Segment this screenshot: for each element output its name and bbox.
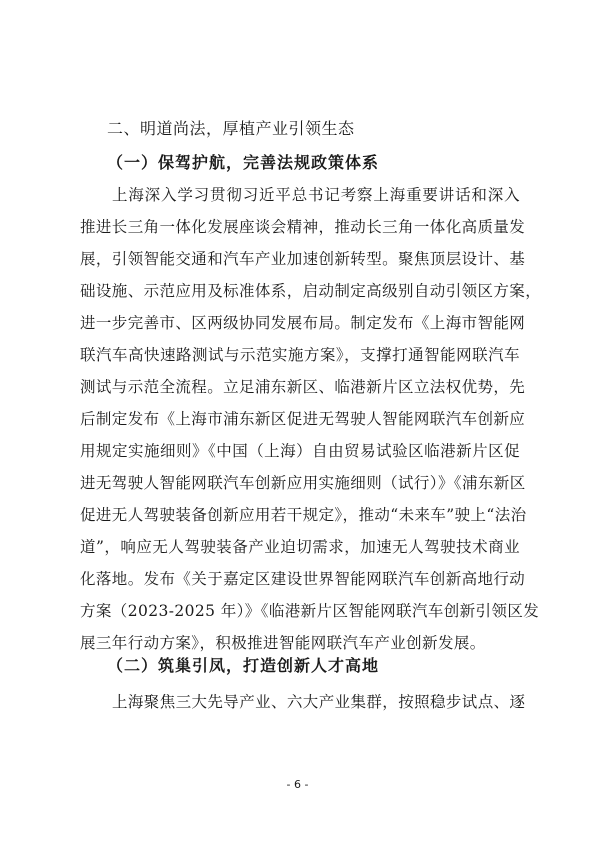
page-number: - 6 - bbox=[286, 778, 309, 791]
paragraph-line: 联汽车高快速路测试与示范实施方案》，支撑打通智能网联汽车 bbox=[80, 346, 520, 364]
section-heading: 二、明道尚法，厚植产业引领生态 bbox=[107, 119, 355, 138]
paragraph-line: 化落地。发布《关于嘉定区建设世界智能网联汽车创新高地行动 bbox=[80, 570, 526, 588]
paragraph-line: 上海深入学习贯彻习近平总书记考察上海重要讲话和深入 bbox=[112, 186, 520, 204]
paragraph-line: 道”，响应无人驾驶装备产业迫切需求，加速无人驾驶技术商业 bbox=[80, 538, 520, 556]
paragraph-line: 测试与示范全流程。立足浦东新区、临港新片区立法权优势，先 bbox=[80, 378, 526, 396]
paragraph-line: 促进无人驾驶装备创新应用若干规定》，推动“未来车”驶上“法治 bbox=[80, 506, 527, 524]
paragraph-line: 进无驾驶人智能网联汽车创新应用实施细则（试行）》《浦东新区 bbox=[80, 474, 526, 492]
subsection-heading-2: （二）筑巢引凤，打造创新人才高地 bbox=[107, 656, 380, 675]
paragraph-line: 后制定发布《上海市浦东新区促进无驾驶人智能网联汽车创新应 bbox=[80, 410, 526, 428]
paragraph-line: 推进长三角一体化发展座谈会精神，推动长三角一体化高质量发 bbox=[80, 218, 526, 236]
paragraph-line: 用规定实施细则》《中国（上海）自由贸易试验区临港新片区促 bbox=[80, 442, 520, 460]
subsection-heading-1: （一）保驾护航，完善法规政策体系 bbox=[107, 153, 380, 172]
paragraph-line: 础设施、示范应用及标准体系，启动制定高级别自动引领区方案， bbox=[80, 282, 542, 300]
paragraph-line: 方案（2023-2025 年）》《临港新片区智能网联汽车创新引领区发 bbox=[80, 602, 540, 620]
paragraph-line: 展三年行动方案》，积极推进智能网联汽车产业创新发展。 bbox=[80, 634, 486, 652]
paragraph-line: 进一步完善市、区两级协同发展布局。制定发布《上海市智能网 bbox=[80, 314, 526, 332]
paragraph-line: 上海聚焦三大先导产业、六大产业集群，按照稳步试点、逐 bbox=[112, 693, 526, 711]
paragraph-line: 展，引领智能交通和汽车产业加速创新转型。聚焦顶层设计、基 bbox=[80, 250, 526, 268]
